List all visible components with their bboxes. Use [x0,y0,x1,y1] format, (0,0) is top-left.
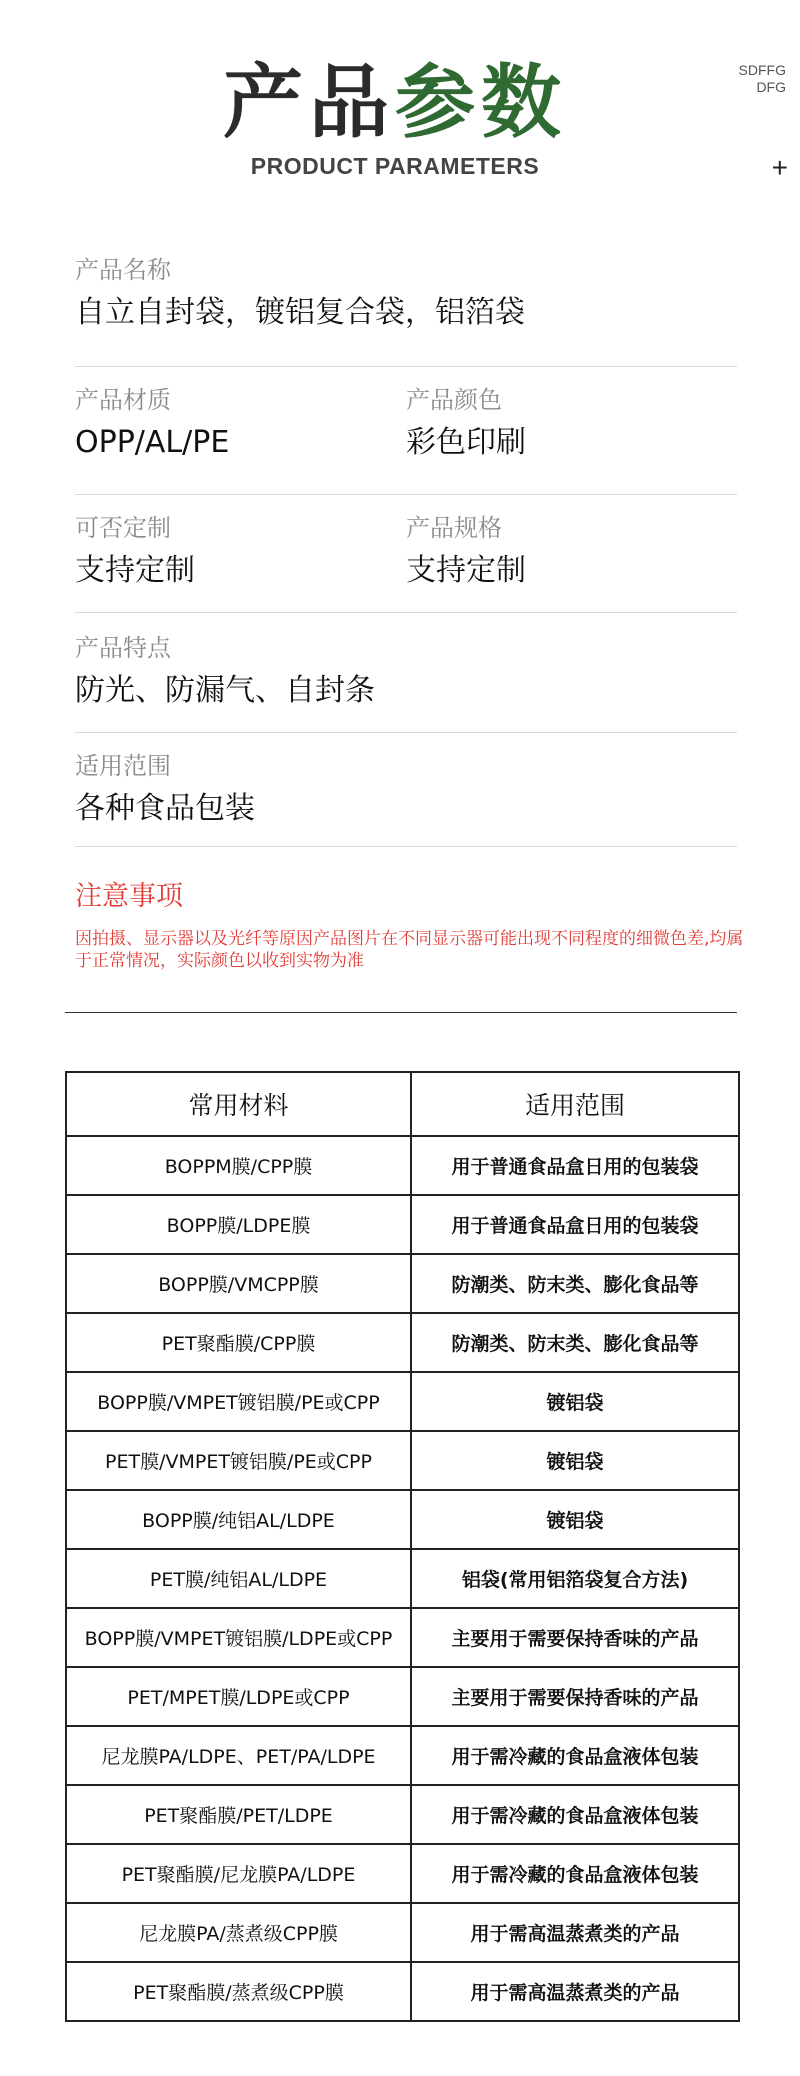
material-cell: BOPP膜/VMPET镀铝膜/LDPE或CPP [66,1608,411,1667]
material-cell: BOPP膜/VMPET镀铝膜/PE或CPP [66,1372,411,1431]
notice-text: 因拍摄、显示器以及光纤等原因产品图片在不同显示器可能出现不同程度的细微色差,均属于正常情况，实际颜色以收到实物为准 [75,929,744,971]
corner-line-1: SDFFG [738,62,786,78]
material-cell: 尼龙膜PA/LDPE、PET/PA/LDPE [66,1726,411,1785]
scope-cell: 镀铝袋 [411,1372,739,1431]
param-name [75,255,737,366]
table-row [66,1667,739,1726]
material-cell: PET聚酯膜/CPP膜 [66,1313,411,1372]
scope-cell: 用于需高温蒸煮类的产品 [411,1903,739,1962]
param-label: 适用范围 [75,752,171,780]
corner-text [726,62,786,96]
param-label: 产品特点 [75,634,171,662]
table-row [66,1195,739,1254]
scope-cell: 镀铝袋 [411,1431,739,1490]
scope-cell: 用于需冷藏的食品盒液体包装 [411,1785,739,1844]
scope-cell: 主要用于需要保持香味的产品 [411,1608,739,1667]
table-row [66,1903,739,1962]
table-row [66,1136,739,1195]
param-label: 产品规格 [406,514,502,542]
scope-cell: 主要用于需要保持香味的产品 [411,1667,739,1726]
table-row [66,1313,739,1372]
scope-cell: 铝袋(常用铝箔袋复合方法) [411,1549,739,1608]
material-cell: BOPPM膜/CPP膜 [66,1136,411,1195]
scope-cell: 用于需高温蒸煮类的产品 [411,1962,739,2021]
param-row-custom [75,495,737,613]
table-row [66,1962,739,2021]
param-row-scope [75,733,737,847]
material-cell: BOPP膜/纯铝AL/LDPE [66,1490,411,1549]
table-row [66,1608,739,1667]
materials-table [65,1071,740,2022]
title-part-1: 产品 [223,56,395,149]
table-row [66,1490,739,1549]
param-scope [75,751,737,846]
param-feature [75,633,737,732]
table-row [66,1254,739,1313]
material-cell: PET膜/VMPET镀铝膜/PE或CPP [66,1431,411,1490]
parameters-list [75,255,737,847]
param-label: 产品名称 [75,256,171,284]
param-value: 防光、防漏气、自封条 [75,673,375,708]
corner-line-2: DFG [756,79,786,95]
notice-title: 注意事项 [75,881,183,912]
material-cell: PET聚酯膜/蒸煮级CPP膜 [66,1962,411,2021]
table-body [66,1136,739,2021]
param-value: OPP/AL/PE [75,425,230,460]
scope-cell: 用于需冷藏的食品盒液体包装 [411,1726,739,1785]
page-header [0,55,800,180]
param-value: 自立自封袋，镀铝复合袋，铝箔袋 [75,295,525,330]
table-row [66,1549,739,1608]
scope-cell: 用于普通食品盒日用的包装袋 [411,1136,739,1195]
param-row-feature [75,613,737,733]
scope-cell: 用于普通食品盒日用的包装袋 [411,1195,739,1254]
scope-cell: 镀铝袋 [411,1490,739,1549]
page-title [0,55,800,151]
material-cell: PET聚酯膜/PET/LDPE [66,1785,411,1844]
plus-icon: + [771,152,788,183]
scope-cell: 防潮类、防末类、膨化食品等 [411,1313,739,1372]
table-row [66,1431,739,1490]
material-cell: PET/MPET膜/LDPE或CPP [66,1667,411,1726]
header-scope: 适用范围 [411,1072,739,1136]
table-header-row [66,1072,739,1136]
material-cell: BOPP膜/LDPE膜 [66,1195,411,1254]
section-divider [65,1012,737,1013]
scope-cell: 防潮类、防末类、膨化食品等 [411,1254,739,1313]
param-material [75,385,406,494]
param-custom [75,513,406,612]
param-spec [406,513,737,612]
param-value: 各种食品包装 [75,791,255,826]
page-subtitle: PRODUCT PARAMETERS [250,153,540,179]
param-label: 产品材质 [75,386,171,414]
material-cell: PET膜/纯铝AL/LDPE [66,1549,411,1608]
title-part-2: 参数 [395,56,567,149]
material-cell: 尼龙膜PA/蒸煮级CPP膜 [66,1903,411,1962]
param-row-material [75,367,737,495]
table-row [66,1785,739,1844]
table-row [66,1726,739,1785]
param-value: 彩色印刷 [406,425,526,460]
param-value: 支持定制 [75,553,195,588]
header-materials: 常用材料 [66,1072,411,1136]
param-label: 产品颜色 [406,386,502,414]
material-cell: BOPP膜/VMCPP膜 [66,1254,411,1313]
table-row [66,1372,739,1431]
material-cell: PET聚酯膜/尼龙膜PA/LDPE [66,1844,411,1903]
table-row [66,1844,739,1903]
param-label: 可否定制 [75,514,171,542]
param-value: 支持定制 [406,553,526,588]
param-row-name [75,255,737,367]
scope-cell: 用于需冷藏的食品盒液体包装 [411,1844,739,1903]
param-color [406,385,737,494]
notice-section [75,880,755,972]
